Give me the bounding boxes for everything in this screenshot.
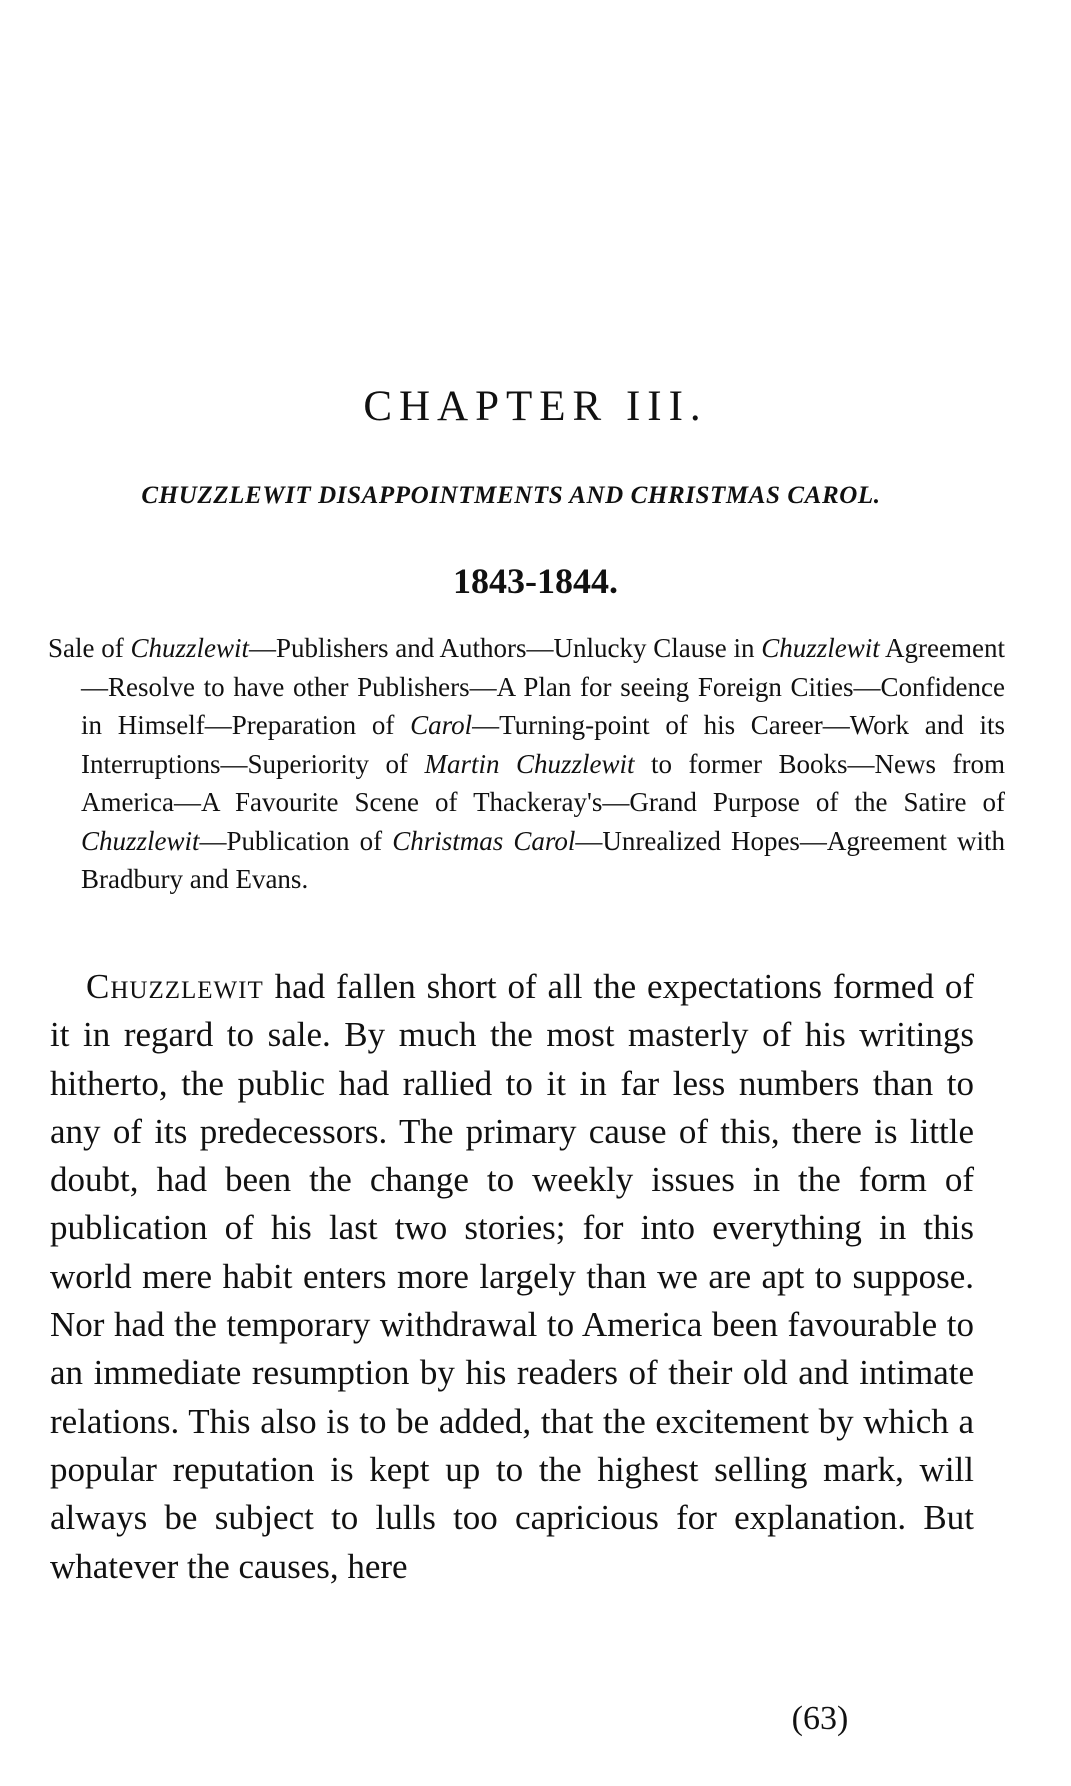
- body-paragraph: [50, 963, 974, 1591]
- chapter-heading: CHAPTER III.: [363, 383, 708, 430]
- synopsis-segment: —Unrealized Hopes—Agreement with Bradbury and Evans.: [81, 825, 1005, 894]
- synopsis-segment: —Publication of: [199, 825, 393, 856]
- paragraph-text: had fallen short of all the expectations formed of it in regard to sale. By much the most masterly of his writings hitherto, the public had rallied to it in far less numbers than to any of its predecessors. The primary cause of this, there is little doubt, had been the change to weekly issues in the form of publication of his last two stories; for into everything in this world mere habit enters more largely than we are apt to suppose. Nor had the temporary withdrawal to America been favourable to an immediate resumption by his readers of their old and intimate relations. This also is to be added, that the excitement by which a popular reputation is kept up to the highest selling mark, will always be subject to lulls too capricious for explanation. But whatever the causes, here: [50, 967, 974, 1586]
- synopsis-title: Chuzzlewit: [81, 825, 200, 856]
- synopsis-segment: Sale of: [48, 633, 131, 663]
- opening-word: Chuzzlewit: [86, 967, 264, 1006]
- page-number: (63): [791, 1700, 849, 1737]
- synopsis-title: Carol: [410, 710, 473, 740]
- synopsis-title: Martin Chuzzlewit: [424, 748, 635, 779]
- chapter-synopsis: [48, 629, 1005, 899]
- synopsis-title: Chuzzlewit: [761, 633, 880, 663]
- synopsis-title: Christmas Carol: [392, 825, 576, 856]
- chapter-subtitle: CHUZZLEWIT DISAPPOINTMENTS AND CHRISTMAS CAROL.: [141, 482, 881, 509]
- synopsis-title: Chuzzlewit: [130, 633, 250, 663]
- synopsis-segment: —Publishers and Authors—Unlucky Clause in: [249, 633, 762, 663]
- synopsis-segment: Agreement—Resolve to have other Publishers—A Plan for seeing Foreign Cities—Confidence in Himself—Preparation of: [81, 633, 1005, 740]
- chapter-years: 1843-1844.: [453, 561, 618, 601]
- synopsis-segment: —Turning-point of his Career—Work and its Interruptions—Superiority of: [81, 710, 1005, 779]
- synopsis-segment: to former Books—News from America—A Favourite Scene of Thackeray's—Grand Purpose of the Satire of: [81, 748, 1005, 817]
